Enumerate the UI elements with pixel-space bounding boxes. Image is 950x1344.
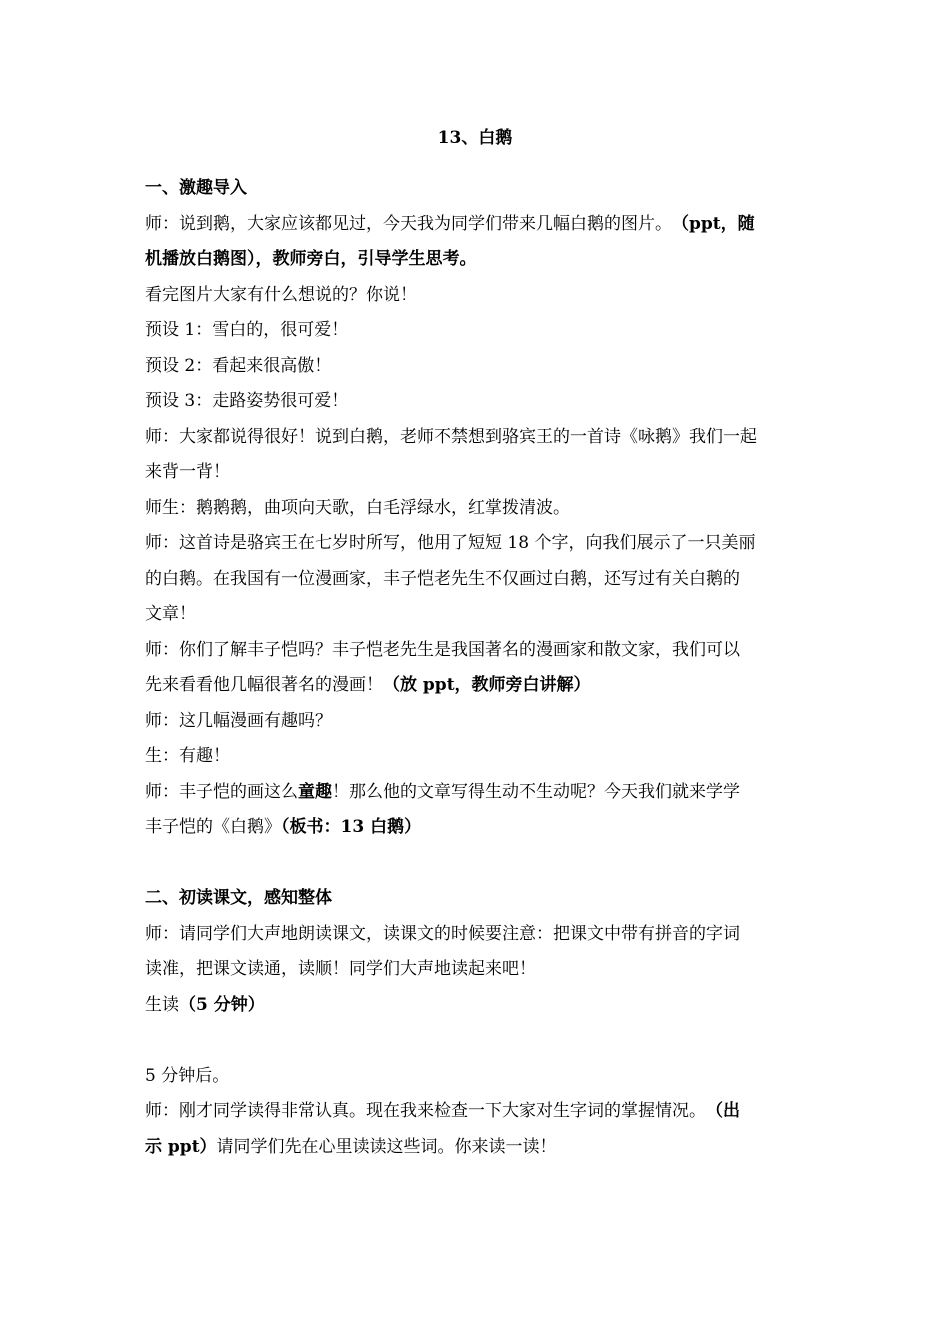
text-line bbox=[145, 1059, 810, 1095]
text-line bbox=[145, 704, 810, 740]
text-line bbox=[145, 988, 810, 1024]
text-segment: 师：请同学们大声地朗读课文，读课文的时候要注意：把课文中带有拼音的字词 bbox=[145, 923, 740, 944]
text-segment: 师生：鹅鹅鹅，曲项向天歌，白毛浮绿水，红掌拨清波。 bbox=[145, 497, 570, 518]
text-segment: 师：大家都说得很好！说到白鹅，老师不禁想到骆宾王的一首诗《咏鹅》我们一起 bbox=[145, 426, 757, 447]
text-line bbox=[145, 668, 810, 704]
text-segment: 文章！ bbox=[145, 604, 196, 624]
text-segment: 师：说到鹅，大家应该都见过，今天我为同学们带来几幅白鹅的图片。 bbox=[145, 213, 681, 234]
text-line bbox=[145, 739, 810, 775]
bold-text-segment: 机播放白鹅图），教师旁白，引导学生思考。 bbox=[145, 249, 477, 269]
blank-line bbox=[145, 1023, 810, 1059]
text-line bbox=[145, 1130, 810, 1166]
text-segment: 预设 1：雪白的，很可爱！ bbox=[145, 320, 349, 340]
text-line bbox=[145, 491, 810, 527]
text-segment: 师：丰子恺的画这么 bbox=[145, 781, 298, 802]
bold-text-segment: （ppt，随 bbox=[680, 213, 755, 234]
text-line bbox=[145, 562, 810, 598]
bold-text-segment: 示 ppt） bbox=[145, 1136, 217, 1157]
text-line bbox=[145, 881, 810, 917]
text-line bbox=[145, 775, 810, 811]
bold-text-segment: （5 分钟） bbox=[179, 994, 265, 1015]
text-segment: 师：你们了解丰子恺吗？丰子恺老先生是我国著名的漫画家和散文家，我们可以 bbox=[145, 639, 740, 660]
text-segment: 师：这几幅漫画有趣吗？ bbox=[145, 710, 332, 731]
text-line bbox=[145, 952, 810, 988]
text-segment: 丰子恺的《白鹅》 bbox=[145, 817, 281, 837]
text-segment: ！那么他的文章写得生动不生动呢？今天我们就来学学 bbox=[332, 781, 740, 802]
bold-text-segment: 童趣 bbox=[298, 781, 332, 802]
text-line bbox=[145, 349, 810, 385]
text-line bbox=[145, 278, 810, 314]
text-line bbox=[145, 810, 810, 846]
text-segment: 预设 2：看起来很高傲！ bbox=[145, 355, 332, 376]
text-segment: 请同学们先在心里读读这些词。你来读一读！ bbox=[216, 1136, 557, 1157]
text-segment: 师：这首诗是骆宾王在七岁时所写，他用了短短 18 个字，向我们展示了一只美丽 bbox=[145, 533, 756, 553]
text-line bbox=[145, 917, 810, 953]
text-line bbox=[145, 207, 810, 243]
text-segment: 预设 3：走路姿势很可爱！ bbox=[145, 391, 349, 411]
text-line bbox=[145, 171, 810, 207]
document-title: 13、白鹅 bbox=[437, 128, 513, 148]
text-segment: 先来看看他几幅很著名的漫画！ bbox=[145, 675, 383, 695]
blank-line bbox=[145, 846, 810, 882]
bold-text-segment: （出 bbox=[714, 1101, 740, 1121]
text-segment: 来背一背！ bbox=[145, 462, 230, 482]
text-line bbox=[145, 597, 810, 633]
text-line bbox=[145, 1094, 810, 1130]
text-line bbox=[145, 242, 810, 278]
text-segment: 看完图片大家有什么想说的？你说！ bbox=[145, 284, 417, 305]
document-body bbox=[145, 171, 810, 1165]
text-line bbox=[145, 455, 810, 491]
text-segment: 生：有趣！ bbox=[145, 746, 230, 766]
bold-text-segment: （放 ppt，教师旁白讲解） bbox=[383, 675, 591, 695]
text-line bbox=[145, 633, 810, 669]
text-segment: 师：刚才同学读得非常认真。现在我来检查一下大家对生字词的掌握情况。 bbox=[145, 1101, 715, 1121]
bold-text-segment: （板书：13 白鹅） bbox=[281, 817, 422, 837]
text-segment: 读准，把课文读通，读顺！同学们大声地读起来吧！ bbox=[145, 959, 536, 979]
text-segment: 生读 bbox=[145, 994, 179, 1015]
text-line bbox=[145, 384, 810, 420]
text-line bbox=[145, 313, 810, 349]
bold-text-segment: 二、初读课文，感知整体 bbox=[145, 888, 332, 908]
text-line bbox=[145, 420, 810, 456]
text-line bbox=[145, 526, 810, 562]
text-segment: 的白鹅。在我国有一位漫画家，丰子恺老先生不仅画过白鹅，还写过有关白鹅的 bbox=[145, 568, 740, 589]
text-segment: 5 分钟后。 bbox=[145, 1065, 230, 1086]
bold-text-segment: 一、激趣导入 bbox=[145, 178, 247, 198]
